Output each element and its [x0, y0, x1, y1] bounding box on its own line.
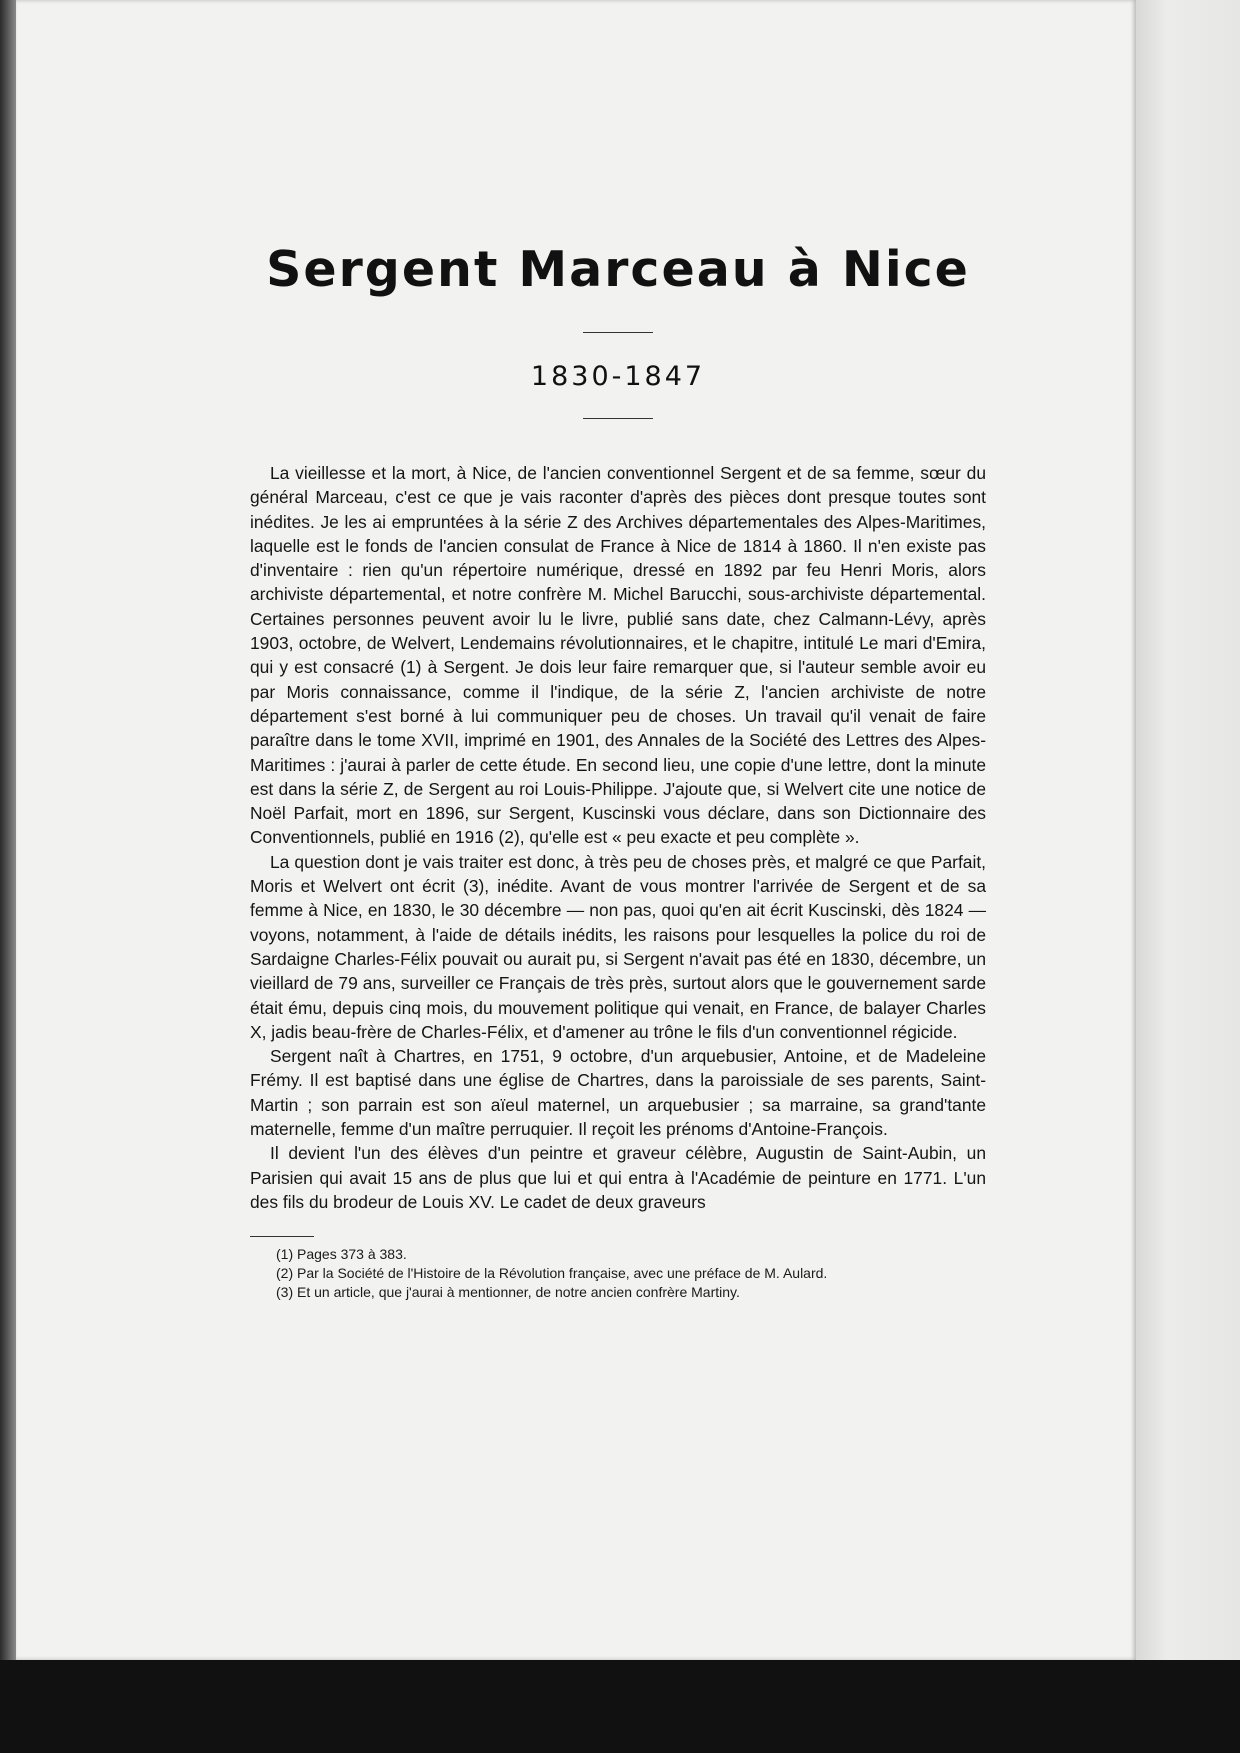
footnote: (2) Par la Société de l'Histoire de la Révolution française, avec une préface de M. Aulard.: [276, 1265, 828, 1282]
title-rule: [583, 332, 653, 333]
body-text: [250, 461, 986, 1214]
scan-bottom-band: [0, 1660, 1240, 1753]
dates-rule: [583, 418, 653, 419]
footnote-rule: [250, 1236, 314, 1237]
footnote: (3) Et un article, que j'aurai à mentionner, de notre ancien confrère Martiny.: [276, 1284, 740, 1301]
article: [250, 225, 986, 1302]
paragraph: Sergent naît à Chartres, en 1751, 9 octobre, d'un arquebusier, Antoine, et de Madeleine Frémy. Il est baptisé dans une église de Chartres, dans la paroissiale de ses parents, Saint-Martin ; son parrain est son aïeul maternel, un arquebusier ; sa marraine, sa grand'tante maternelle, femme d'un maître perruquier. Il reçoit les prénoms d'Antoine-François.: [250, 1046, 986, 1140]
paragraph: Il devient l'un des élèves d'un peintre et graveur célèbre, Augustin de Saint-Aubin, un Parisien qui avait 15 ans de plus que lui et qui entra à l'Académie de peinture en 1771. L'un des fils du brodeur de Louis XV. Le cadet de deux graveurs: [250, 1143, 986, 1212]
footnote: (1) Pages 373 à 383.: [276, 1246, 407, 1263]
footnotes: [250, 1245, 986, 1302]
date-range: 1830-1847: [530, 361, 706, 392]
scan-left-edge: [0, 0, 16, 1660]
paragraph: La question dont je vais traiter est donc, à très peu de choses près, et malgré ce que Parfait, Moris et Welvert ont écrit (3), inédite. Avant de vous montrer l'arrivée de Sergent et de sa femme à Nice, en 1830, le 30 décembre — non pas, quoi qu'en ait écrit Kuscinski, dès 1824 — voyons, notamment, à l'aide de détails inédits, les raisons pour lesquelles la police du roi de Sardaigne Charles-Félix pouvait ou aurait pu, si Sergent n'avait pas été en 1830, décembre, un vieillard de 79 ans, surveiller ce Français de très près, surtout alors que le gouvernement sarde était ému, depuis cinq mois, du mouvement politique qui venait, en France, de balayer Charles X, jadis beau-frère de Charles-Félix, et d'amener au trône le fils d'un conventionnel régicide.: [250, 851, 986, 1042]
paragraph: La vieillesse et la mort, à Nice, de l'ancien conventionnel Sergent et de sa femme, sœur du général Marceau, c'est ce que je vais raconter d'après des pièces dont presque toutes sont inédites. Je les ai empruntées à la série Z des Archives départementales des Alpes-Maritimes, laquelle est le fonds de l'ancien consulat de France à Nice de 1814 à 1860. Il n'en existe pas d'inventaire : rien qu'un répertoire numérique, dressé en 1892 par feu Henri Moris, alors archiviste départemental, et notre confrère M. Michel Barucchi, sous-archiviste départemental. Certaines personnes peuvent avoir lu le livre, publié sans date, chez Calmann-Lévy, après 1903, octobre, de Welvert, Lendemains révolutionnaires, et le chapitre, intitulé Le mari d'Emira, qui y est consacré (1) à Sergent. Je dois leur faire remarquer que, si l'auteur semble avoir eu par Moris connaissance, comme il l'indique, de la série Z, l'ancien archiviste de notre département s'est borné à lui communiquer peu de choses. Un travail qu'il venait de faire paraître dans le tome XVII, imprimé en 1901, des Annales de la Société des Lettres des Alpes-Maritimes : j'aurai à parler de cette étude. En second lieu, une copie d'une lettre, dont la minute est dans la série Z, de Sergent au roi Louis-Philippe. J'ajoute que, si Welvert cite une notice de Noël Parfait, mort en 1896, sur Sergent, Kuscinski vous déclare, dans son Dictionnaire des Conventionnels, publié en 1916 (2), qu'elle est « peu exacte et peu complète ».: [250, 463, 986, 848]
underlying-page-edge: [1136, 0, 1240, 1660]
page-title: Sergent Marceau à Nice: [266, 241, 970, 298]
